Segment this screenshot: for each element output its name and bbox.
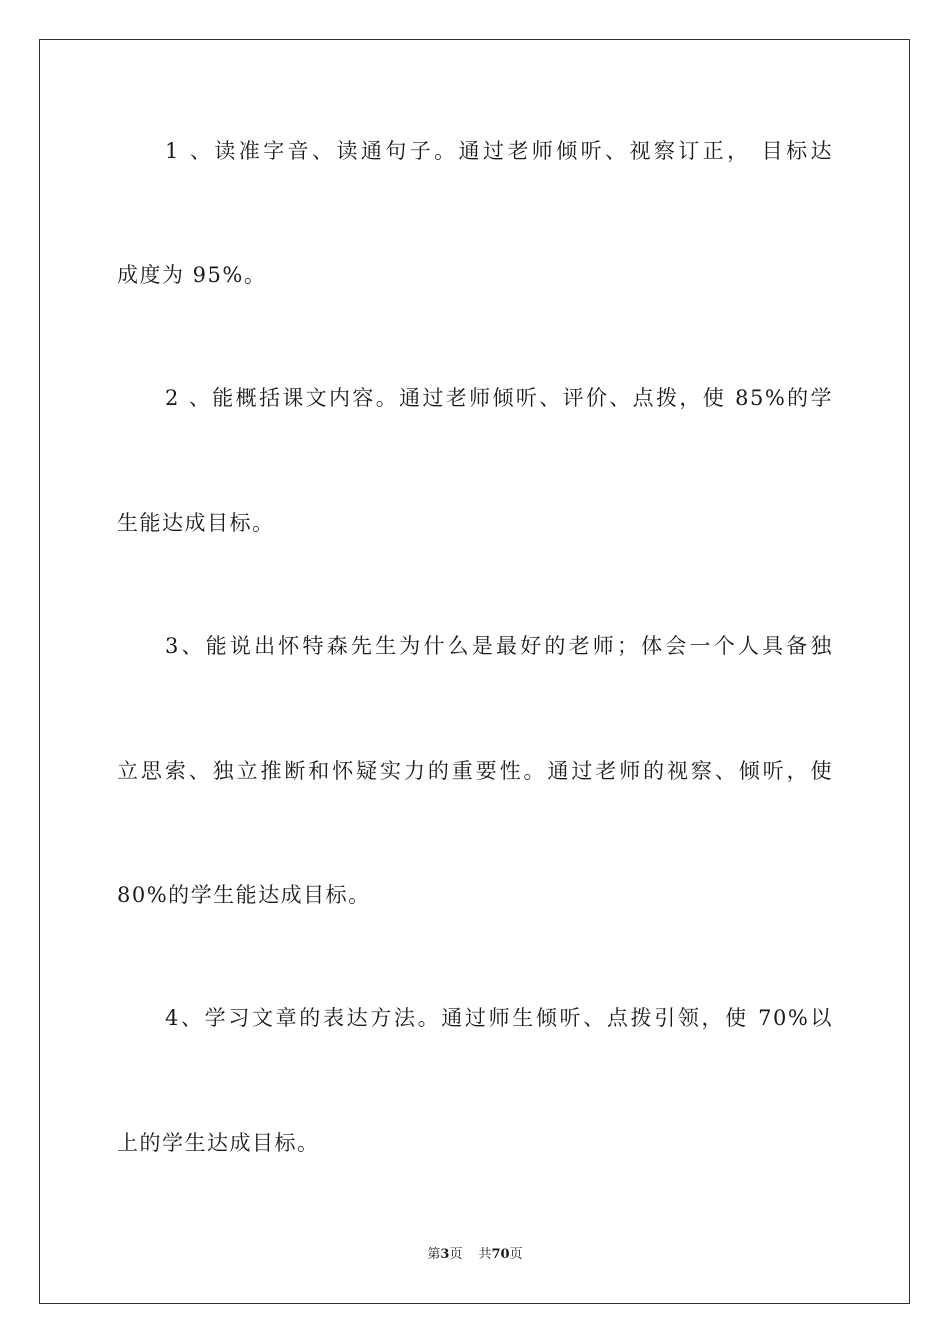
footer-total-pages: 70 bbox=[491, 1247, 510, 1262]
paragraph-2-line-1: 2 、能概括课文内容。通过老师倾听、评价、点拨，使 85%的学 bbox=[165, 386, 833, 410]
paragraph-3-line-3: 80%的学生能达成目标。 bbox=[117, 883, 371, 907]
footer-total-prefix: 共 bbox=[478, 1247, 492, 1262]
footer-page-number: 3 bbox=[440, 1247, 450, 1262]
footer-page-prefix: 第 bbox=[427, 1247, 441, 1262]
footer-page-suffix: 页 bbox=[449, 1247, 463, 1262]
paragraph-1-line-2: 成度为 95%。 bbox=[117, 263, 267, 287]
page-frame bbox=[39, 39, 910, 1304]
footer-total-suffix: 页 bbox=[509, 1247, 523, 1262]
paragraph-4-line-1: 4、学习文章的表达方法。通过师生倾听、点拨引领，使 70%以 bbox=[165, 1006, 833, 1030]
paragraph-3-line-2: 立思索、独立推断和怀疑实力的重要性。通过老师的视察、倾听，使 bbox=[117, 759, 833, 783]
paragraph-3-line-1: 3、能说出怀特森先生为什么是最好的老师；体会一个人具备独 bbox=[165, 634, 833, 658]
paragraph-2-line-2: 生能达成目标。 bbox=[117, 511, 275, 535]
page-footer bbox=[0, 1246, 950, 1264]
paragraph-1-line-1: 1 、读准字音、读通句子。通过老师倾听、视察订正， 目标达 bbox=[165, 139, 833, 163]
paragraph-4-line-2: 上的学生达成目标。 bbox=[117, 1131, 320, 1155]
